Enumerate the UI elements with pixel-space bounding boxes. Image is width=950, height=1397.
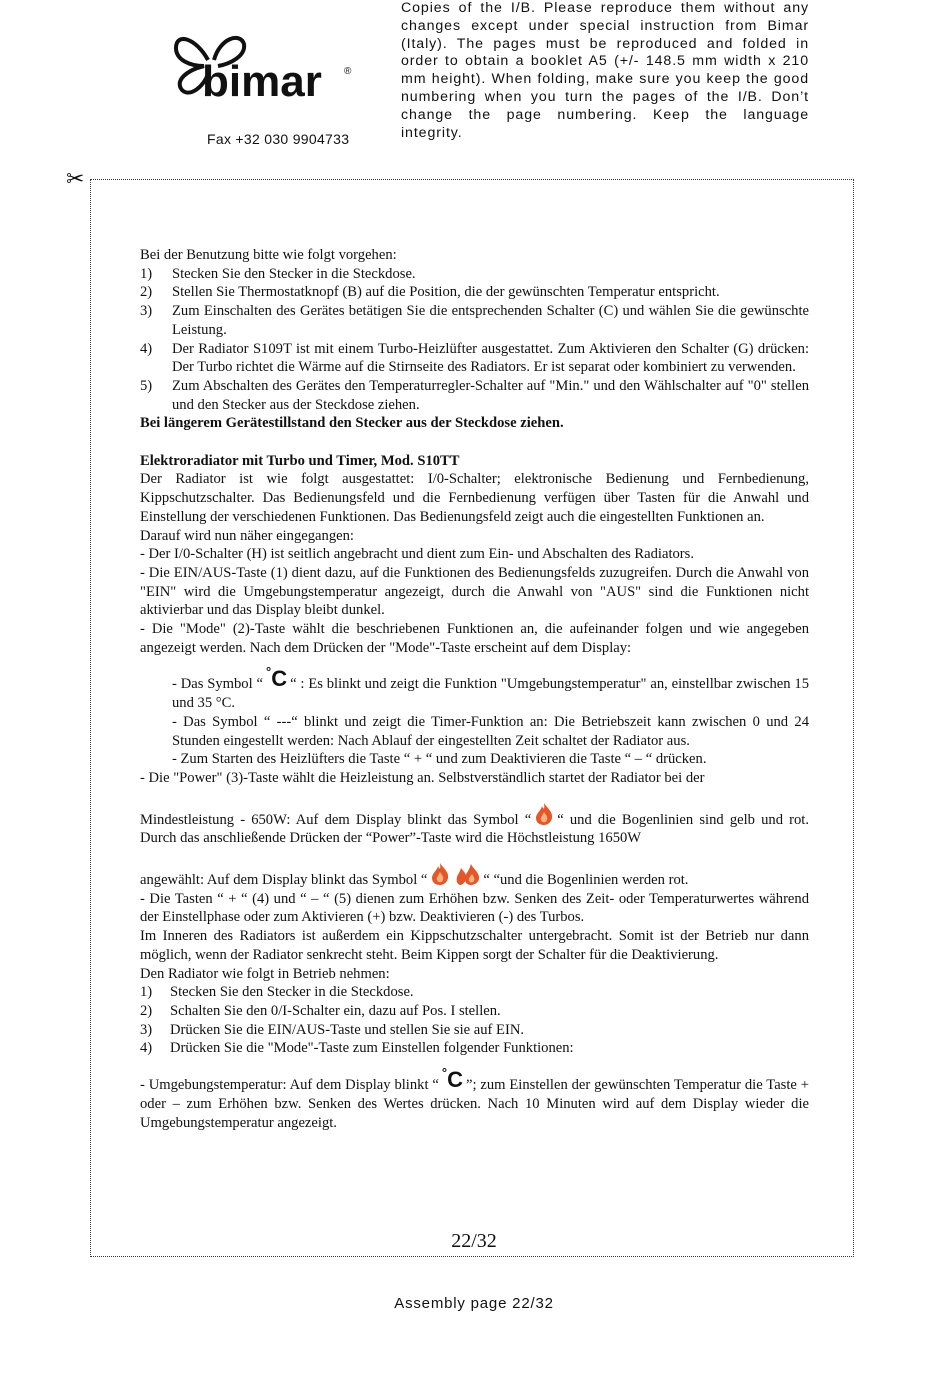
- turbo-line: - Zum Starten des Heizlüfters die Taste “ + “ und zum Deaktivieren die Taste “ – “ drücken.: [172, 751, 707, 768]
- list-item: 3) Zum Einschalten des Gerätes betätigen Sie die entsprechenden Schalter (C) und wählen Sie die gewünschte Leistung.: [140, 303, 809, 338]
- print-instructions: Copies of the I/B. Please reproduce them without any changes except under special instruction from Bimar (Italy). The pages must be reproduced and folded in order to obtain a booklet A5 (+/- 148.5 mm width x 210 mm height). When folding, make sure you keep the good numbering when you turn the pages of the I/B. Don’t change the page numbering. Keep the language integrity.: [401, 0, 809, 141]
- paragraph: - Der I/0-Schalter (H) ist seitlich angebracht und dient zum Ein- und Abschalten des Radiators.: [140, 546, 694, 563]
- brand-wordmark: bimar: [202, 57, 322, 106]
- usage-intro: Bei der Benutzung bitte wie folgt vorgehen:: [140, 247, 397, 263]
- timer-symbol-line: - Das Symbol “ ---“ blinkt und zeigt die Timer-Funktion an: Die Betriebszeit kann zwischen 0 und 24 Stunden eingestellt werden: Nach Ablauf der eingestellten Zeit schaltet der Radiator aus.: [172, 713, 809, 749]
- paragraph: Der Radiator ist wie folgt ausgestattet: I/0-Schalter; elektronische Bedienung und Fernbedienung, Kippschutzschalter. Das Bedienungsfeld und die Fernbedienung verfügen über Tasten für die Anwahl und Einstellung der verschiedenen Funktionen. Das Bedienungsfeld zeigt auch die eingestellten Funktionen an.: [140, 471, 809, 525]
- celsius-icon: °C: [441, 1065, 463, 1093]
- svg-text:®: ®: [344, 66, 352, 77]
- flame-icon: [429, 862, 451, 886]
- assembly-page-label: Assembly page 22/32: [394, 1295, 554, 1312]
- min-power-line: Mindestleistung - 650W: Auf dem Display blinkt das Symbol “ “ und die Bogenlinien sind gelb und rot. Durch das anschließende Drücken der “Power”-Taste wird die Höchstleistung 1650W: [140, 802, 809, 848]
- paragraph: - Die "Power" (3)-Taste wählt die Heizleistung an. Selbstverständlich startet der Radiator bei der: [140, 769, 705, 786]
- paragraph: - Die Tasten “ + “ (4) und “ – “ (5) dienen zum Erhöhen bzw. Senken des Zeit- oder Temperaturwertes während der Einstellphase oder zum Aktivieren (+) bzw. Deaktivieren (-) des Turbos.: [140, 890, 809, 926]
- ambient-temperature-line: - Umgebungstemperatur: Auf dem Display blinkt “°C ”; zum Einstellen der gewünschten Temperatur die Taste + oder – zum Erhöhen bzw. Senken des Wertes drücken. Nach 10 Minuten wird auf dem Display wieder die Umgebungstemperatur angezeigt.: [140, 1065, 809, 1131]
- usage-steps: [140, 265, 809, 415]
- list-item: 2) Stellen Sie Thermostatknopf (B) auf die Position, die der gewünschten Temperatur entspricht.: [140, 284, 720, 301]
- paragraph: - Die "Mode" (2)-Taste wählt die beschriebenen Funktionen an, die aufeinander folgen und wie angegeben angezeigt werden. Nach dem Drücken der "Mode"-Taste erscheint auf dem Display:: [140, 621, 809, 656]
- startup-steps: [140, 983, 809, 1058]
- page-number: 22/32: [451, 1230, 497, 1252]
- flame-icon: [533, 802, 555, 826]
- max-power-line: angewählt: Auf dem Display blinkt das Symbol “ “ “und die Bogenlinien werden rot.: [140, 862, 809, 890]
- paragraph: - Die EIN/AUS-Taste (1) dient dazu, auf die Funktionen des Bedienungsfelds zuzugreifen. Durch die Anwahl von "EIN" wird die Umgebungstemperatur angezeigt, durch die Anwahl von "AUS" sind die Funktionen nicht aktivierbar und das Display bleibt dunkel.: [140, 564, 809, 619]
- bimar-logo: [168, 30, 358, 110]
- list-item: 5) Zum Abschalten des Gerätes den Temperaturregler-Schalter auf "Min." und den Wählschalter auf "0" stellen und den Stecker aus der Steckdose ziehen.: [140, 377, 809, 413]
- unplug-warning: Bei längerem Gerätestillstand den Stecker aus der Steckdose ziehen.: [140, 415, 564, 432]
- list-item: 2) Schalten Sie den 0/I-Schalter ein, dazu auf Pos. I stellen.: [140, 1003, 501, 1019]
- list-item: 3) Drücken Sie die EIN/AUS-Taste und stellen Sie sie auf EIN.: [140, 1021, 525, 1038]
- list-item: 4) Der Radiator S109T ist mit einem Turbo-Heizlüfter ausgestattet. Zum Aktivieren den Schalter (G) drücken: Der Turbo richtet die Wärme auf die Stirnseite des Radiators. Er ist separat oder kombiniert zu verwenden.: [140, 340, 809, 376]
- celsius-symbol-line: - Das Symbol “°C “ : Es blinkt und zeigt die Funktion "Umgebungstemperatur" an, einstellbar zwischen 15 und 35 °C.: [172, 664, 809, 712]
- fax-number: Fax +32 030 9904733: [207, 131, 350, 147]
- paragraph: Den Radiator wie folgt in Betrieb nehmen:: [140, 965, 390, 982]
- flame-icon: [455, 862, 481, 886]
- paragraph: Im Inneren des Radiators ist außerdem ein Kippschutzschalter untergebracht. Somit ist der Betrieb nur dann möglich, wenn der Radiator senkrecht steht. Beim Kippen sorgt der Schalter für die Deaktivierung.: [140, 928, 809, 963]
- list-item: 1) Stecken Sie den Stecker in die Steckdose.: [140, 265, 416, 282]
- manual-body: [140, 246, 809, 1132]
- paragraph: Darauf wird nun näher eingegangen:: [140, 527, 354, 544]
- celsius-icon: °C: [266, 664, 288, 692]
- section-heading: Elektroradiator mit Turbo und Timer, Mod. S10TT: [140, 452, 460, 469]
- list-item: 1) Stecken Sie den Stecker in die Steckdose.: [140, 984, 414, 1001]
- list-item: 4) Drücken Sie die "Mode"-Taste zum Einstellen folgender Funktionen:: [140, 1040, 574, 1057]
- scissors-icon: ✂: [66, 166, 85, 191]
